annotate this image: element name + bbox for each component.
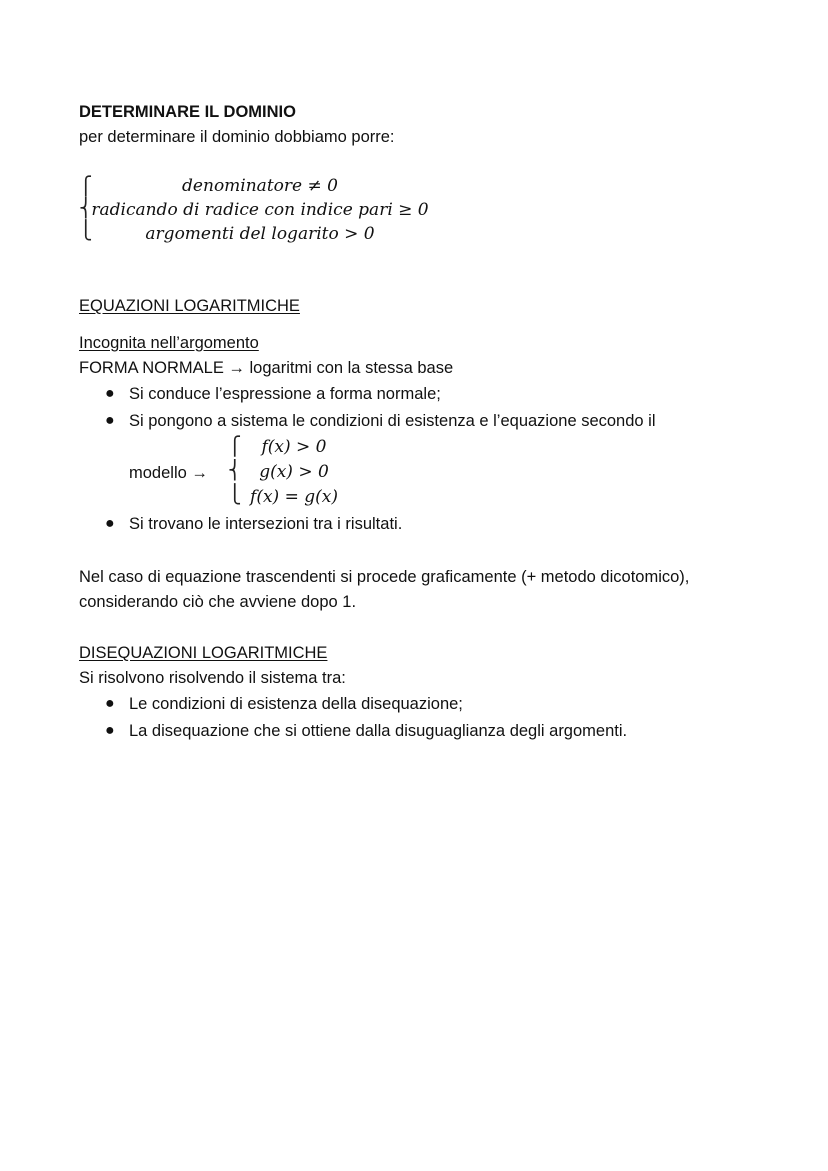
- bullet-marker: ●: [105, 695, 115, 712]
- bullet-marker: ●: [105, 385, 115, 402]
- subtitle-incognita: Incognita nell’argomento: [79, 334, 259, 352]
- section-intro-disequazioni: Si risolvono risolvendo il sistema tra:: [79, 669, 346, 687]
- section-intro-dominio: per determinare il dominio dobbiamo porre:: [79, 128, 395, 146]
- system-line-denominatore: denominatore ≠ 0: [182, 176, 338, 196]
- paragraph-trascendenti-line2: considerando ciò che avviene dopo 1.: [79, 593, 357, 611]
- model-line-f: f(x) > 0: [261, 437, 327, 457]
- brace-top: ⎧: [79, 176, 93, 197]
- section-title-dominio: DETERMINARE IL DOMINIO: [79, 103, 296, 121]
- paragraph-trascendenti-line1: Nel caso di equazione trascendenti si procede graficamente (+ metodo dicotomico),: [79, 568, 690, 586]
- bullet-marker: ●: [105, 412, 115, 429]
- section-title-disequazioni: DISEQUAZIONI LOGARITMICHE: [79, 644, 328, 662]
- brace-middle: ⎨: [228, 460, 242, 481]
- system-line-radicando: radicando di radice con indice pari ≥ 0: [91, 200, 429, 220]
- brace-bottom: ⎩: [228, 484, 242, 505]
- bullet-intersezioni: Si trovano le intersezioni tra i risultati.: [129, 515, 403, 533]
- bullet-sistema: Si pongono a sistema le condizioni di esistenza e l’equazione secondo il: [129, 412, 656, 430]
- bullet-disuguaglianza: La disequazione che si ottiene dalla disuguaglianza degli argomenti.: [129, 722, 628, 740]
- brace-middle: ⎨: [79, 198, 93, 219]
- brace-bottom: ⎩: [79, 220, 93, 241]
- model-line-g: g(x) > 0: [259, 462, 329, 482]
- bullet-condizioni: Le condizioni di esistenza della disequazione;: [129, 695, 463, 713]
- system-line-argomenti: argomenti del logarito > 0: [145, 224, 375, 244]
- section-title-equazioni: EQUAZIONI LOGARITMICHE: [79, 297, 300, 315]
- bullet-marker: ●: [105, 722, 115, 739]
- bullet-forma-normale: Si conduce l’espressione a forma normale;: [129, 385, 441, 403]
- bullet-marker: ●: [105, 515, 115, 532]
- model-label: modello →: [129, 464, 208, 482]
- brace-top: ⎧: [228, 436, 242, 457]
- forma-normale-line: FORMA NORMALE → logaritmi con la stessa base: [79, 359, 454, 377]
- model-line-fg: f(x) = g(x): [250, 487, 338, 507]
